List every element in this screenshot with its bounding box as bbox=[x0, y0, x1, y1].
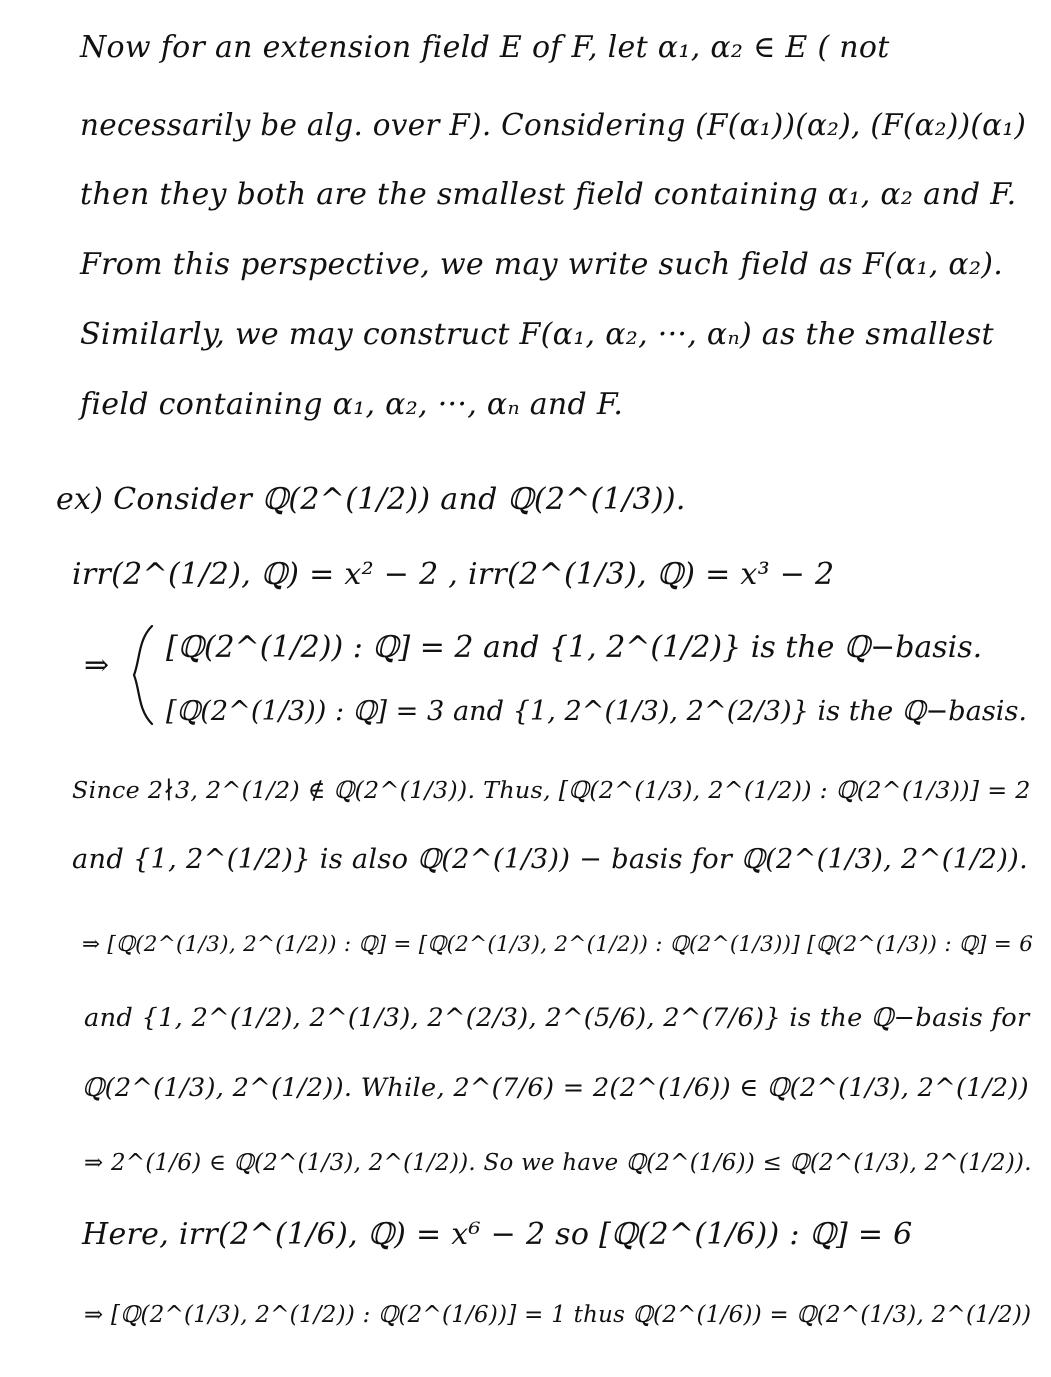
paragraph-line-1: Now for an extension field E of F, let α₁, α₂ ∈ E ( not bbox=[80, 30, 890, 65]
here-irr-line: Here, irr(2^(1/6), ℚ) = x⁶ − 2 so [ℚ(2^(1/6)) : ℚ] = 6 bbox=[82, 1217, 913, 1252]
paragraph-line-5: Similarly, we may construct F(α₁, α₂, ···, αₙ) as the smallest bbox=[80, 317, 994, 352]
left-brace-icon bbox=[128, 620, 158, 730]
degree-line-sqrt2: [ℚ(2^(1/2)) : ℚ] = 2 and {1, 2^(1/2)} is the ℚ−basis. bbox=[166, 630, 983, 665]
containment-line: ⇒ 2^(1/6) ∈ ℚ(2^(1/3), 2^(1/2)). So we have ℚ(2^(1/6)) ≤ ℚ(2^(1/3), 2^(1/2)). bbox=[84, 1150, 1032, 1176]
tower-law-line: ⇒ [ℚ(2^(1/3), 2^(1/2)) : ℚ] = [ℚ(2^(1/3), 2^(1/2)) : ℚ(2^(1/3))] [ℚ(2^(1/3)) : ℚ] = 6 bbox=[82, 932, 1034, 957]
conclusion-line: ⇒ [ℚ(2^(1/3), 2^(1/2)) : ℚ(2^(1/6))] = 1 thus ℚ(2^(1/6)) = ℚ(2^(1/3), 2^(1/2)) bbox=[84, 1302, 1032, 1328]
paragraph-line-6: field containing α₁, α₂, ···, αₙ and F. bbox=[80, 387, 624, 422]
example-heading: ex) Consider ℚ(2^(1/2)) and ℚ(2^(1/3)). bbox=[56, 482, 686, 517]
since-line-2: and {1, 2^(1/2)} is also ℚ(2^(1/3)) − basis for ℚ(2^(1/3), 2^(1/2)). bbox=[72, 844, 1029, 875]
degree-basis-brace-block bbox=[84, 620, 1028, 740]
implies-arrow: ⇒ bbox=[84, 648, 110, 683]
paragraph-line-4: From this perspective, we may write such field as F(α₁, α₂). bbox=[80, 247, 1004, 282]
since-line-1: Since 2∤3, 2^(1/2) ∉ ℚ(2^(1/3)). Thus, [ℚ(2^(1/3), 2^(1/2)) : ℚ(2^(1/3))] = 2 bbox=[72, 776, 1031, 804]
degree-line-cbrt2: [ℚ(2^(1/3)) : ℚ] = 3 and {1, 2^(1/3), 2^(2/3)} is the ℚ−basis. bbox=[166, 696, 1028, 727]
basis-line: and {1, 2^(1/2), 2^(1/3), 2^(2/3), 2^(5/6), 2^(7/6)} is the ℚ−basis for bbox=[84, 1003, 1030, 1033]
paragraph-line-2: necessarily be alg. over F). Considering (F(α₁))(α₂), (F(α₂))(α₁) bbox=[80, 108, 1027, 142]
paragraph-line-3: then they both are the smallest field containing α₁, α₂ and F. bbox=[80, 177, 1017, 212]
while-line: ℚ(2^(1/3), 2^(1/2)). While, 2^(7/6) = 2(2^(1/6)) ∈ ℚ(2^(1/3), 2^(1/2)) bbox=[82, 1073, 1029, 1103]
irreducible-polynomials-line: irr(2^(1/2), ℚ) = x² − 2 , irr(2^(1/3), ℚ) = x³ − 2 bbox=[72, 557, 835, 592]
